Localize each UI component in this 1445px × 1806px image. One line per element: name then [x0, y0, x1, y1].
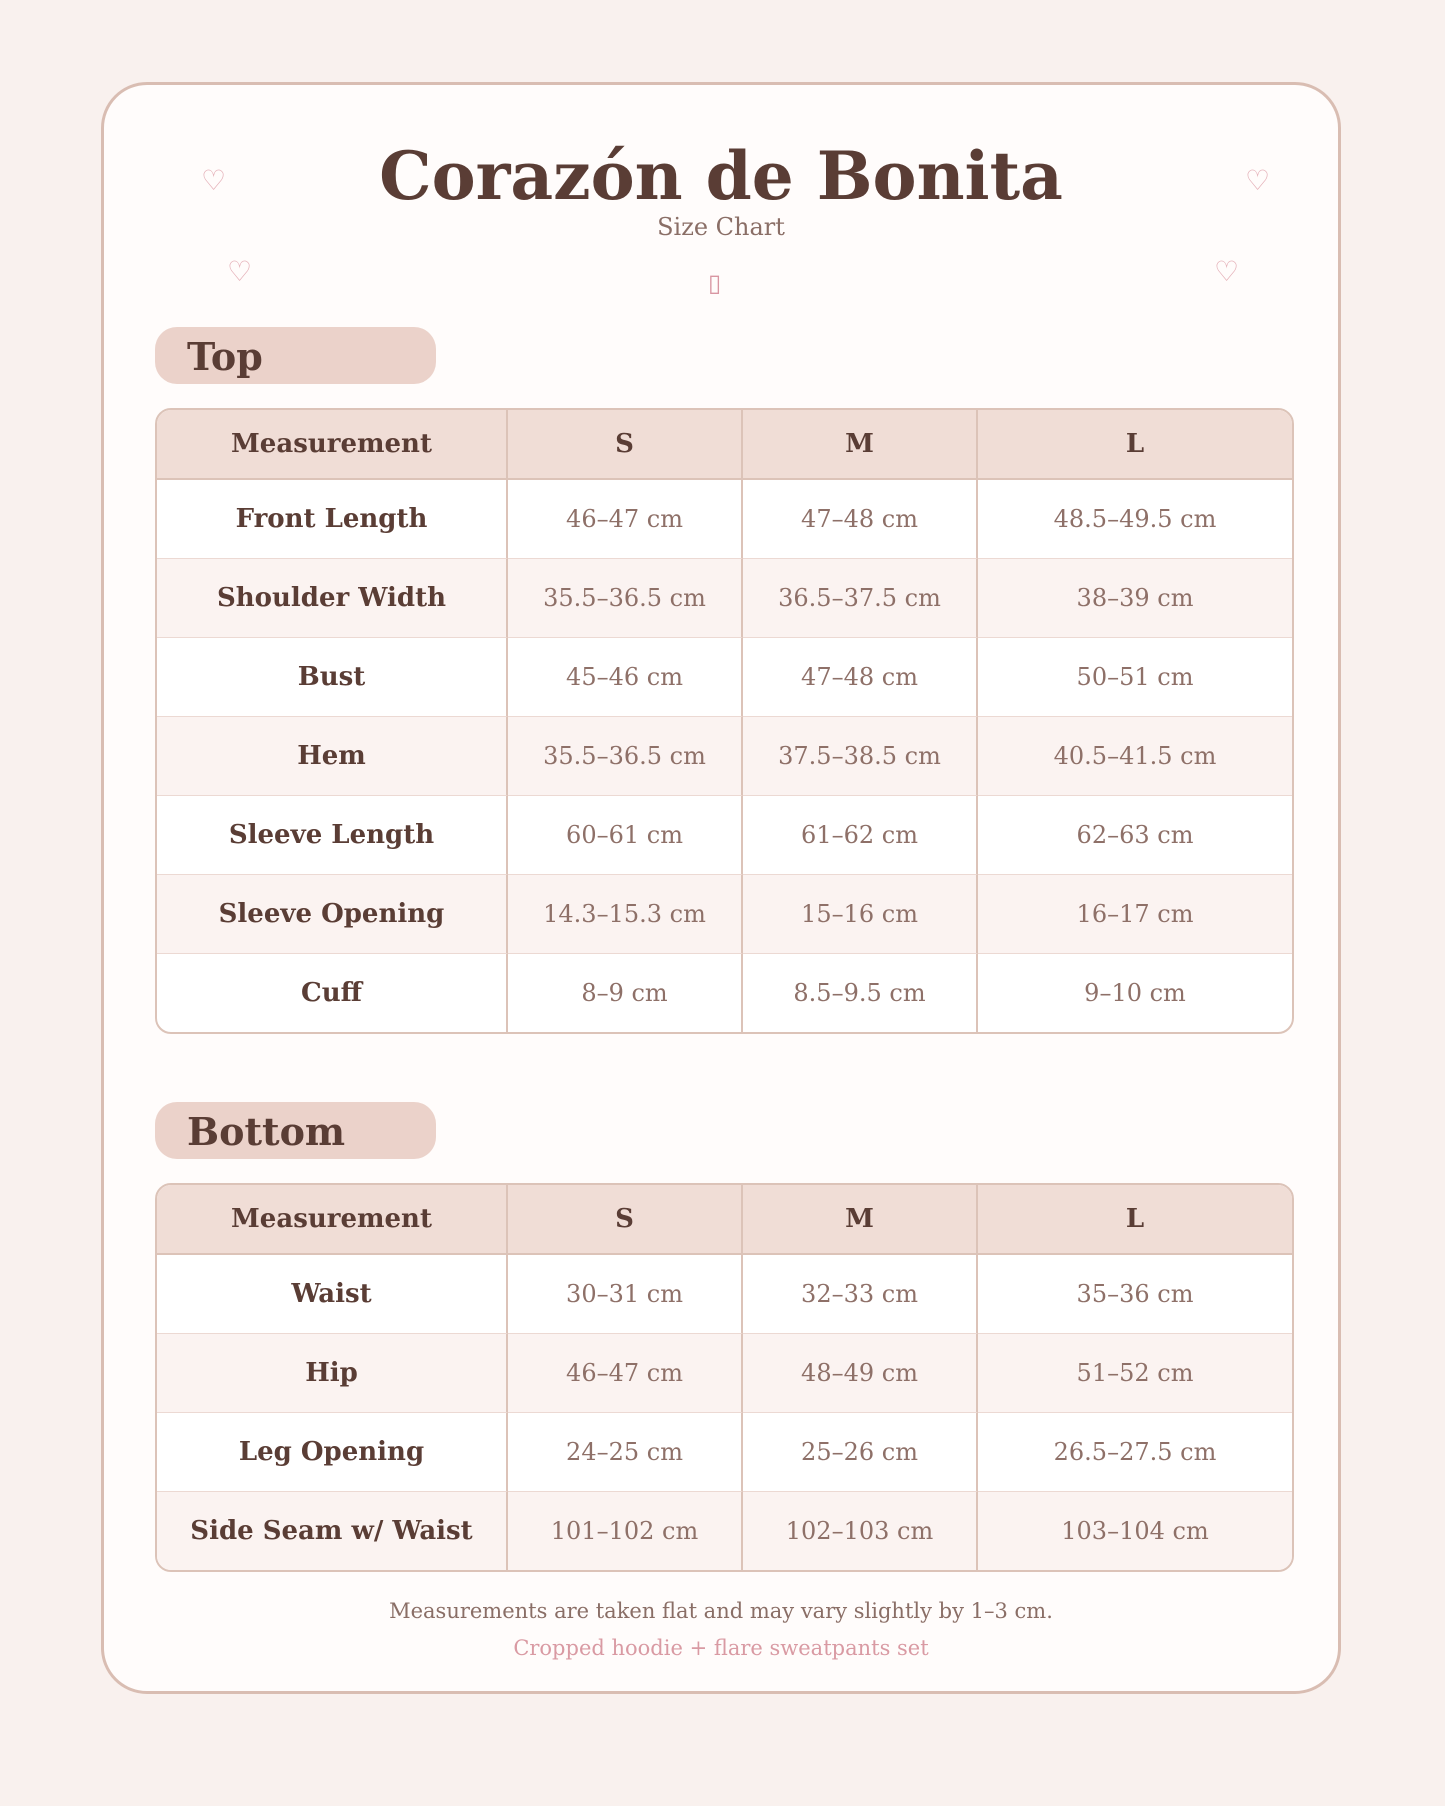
table-row	[157, 1334, 1292, 1413]
measurement-label: Side Seam w/ Waist	[157, 1492, 508, 1570]
size-value: 38–39 cm	[978, 559, 1292, 638]
size-value: 46–47 cm	[508, 1334, 743, 1413]
size-value: 62–63 cm	[978, 796, 1292, 875]
column-header-s: S	[508, 1185, 743, 1255]
placeholder-glyph-icon: ▯	[708, 269, 722, 297]
size-value: 51–52 cm	[978, 1334, 1292, 1413]
heart-icon: ♡	[1245, 164, 1271, 197]
table-row	[157, 954, 1292, 1032]
size-value: 25–26 cm	[743, 1413, 978, 1492]
size-value: 8–9 cm	[508, 954, 743, 1032]
size-value: 32–33 cm	[743, 1255, 978, 1334]
size-value: 35.5–36.5 cm	[508, 559, 743, 638]
measurement-label: Sleeve Length	[157, 796, 508, 875]
column-header-l: L	[978, 1185, 1292, 1255]
size-value: 47–48 cm	[743, 480, 978, 559]
size-value: 30–31 cm	[508, 1255, 743, 1334]
column-header-measurement: Measurement	[157, 1185, 508, 1255]
measurement-label: Waist	[157, 1255, 508, 1334]
brand-title: Corazón de Bonita	[379, 137, 1063, 215]
heart-icon: ♡	[1214, 255, 1240, 288]
column-header-m: M	[743, 1185, 978, 1255]
measurement-note: Measurements are taken flat and may vary slightly by 1–3 cm.	[389, 1599, 1053, 1623]
measurement-label: Shoulder Width	[157, 559, 508, 638]
page-subtitle: Size Chart	[657, 213, 785, 241]
size-value: 26.5–27.5 cm	[978, 1413, 1292, 1492]
table-row	[157, 559, 1292, 638]
size-value: 101–102 cm	[508, 1492, 743, 1570]
table-row	[157, 1492, 1292, 1570]
size-value: 8.5–9.5 cm	[743, 954, 978, 1032]
table-header-row	[157, 1185, 1292, 1255]
table-header-row	[157, 410, 1292, 480]
size-value: 47–48 cm	[743, 638, 978, 717]
size-value: 50–51 cm	[978, 638, 1292, 717]
measurement-label: Bust	[157, 638, 508, 717]
table-row	[157, 796, 1292, 875]
heart-icon: ♡	[227, 255, 253, 288]
size-value: 102–103 cm	[743, 1492, 978, 1570]
measurement-label: Leg Opening	[157, 1413, 508, 1492]
measurement-label: Sleeve Opening	[157, 875, 508, 954]
column-header-measurement: Measurement	[157, 410, 508, 480]
measurement-label: Hem	[157, 717, 508, 796]
size-value: 24–25 cm	[508, 1413, 743, 1492]
size-value: 61–62 cm	[743, 796, 978, 875]
size-value: 48–49 cm	[743, 1334, 978, 1413]
column-header-l: L	[978, 410, 1292, 480]
table-row	[157, 480, 1292, 559]
size-chart-card	[101, 82, 1341, 1694]
table-row	[157, 875, 1292, 954]
measurement-label: Front Length	[157, 480, 508, 559]
top-size-table	[155, 408, 1294, 1034]
table-row	[157, 1255, 1292, 1334]
size-value: 103–104 cm	[978, 1492, 1292, 1570]
size-value: 36.5–37.5 cm	[743, 559, 978, 638]
size-value: 37.5–38.5 cm	[743, 717, 978, 796]
section-title-top: Top	[155, 327, 436, 384]
size-value: 15–16 cm	[743, 875, 978, 954]
size-value: 46–47 cm	[508, 480, 743, 559]
size-value: 35–36 cm	[978, 1255, 1292, 1334]
size-value: 9–10 cm	[1084, 979, 1186, 1007]
size-value: 48.5–49.5 cm	[978, 480, 1292, 559]
table-row	[157, 717, 1292, 796]
heart-icon: ♡	[201, 164, 227, 197]
size-value: 40.5–41.5 cm	[978, 717, 1292, 796]
column-header-m: M	[743, 410, 978, 480]
measurement-label: Hip	[157, 1334, 508, 1413]
section-title-bottom: Bottom	[155, 1102, 436, 1159]
size-value: 16–17 cm	[978, 875, 1292, 954]
table-row	[157, 638, 1292, 717]
size-value: 45–46 cm	[508, 638, 743, 717]
product-set-name: Cropped hoodie + flare sweatpants set	[513, 1636, 929, 1660]
size-value: 60–61 cm	[508, 796, 743, 875]
table-row	[157, 1413, 1292, 1492]
size-value: 14.3–15.3 cm	[508, 875, 743, 954]
column-header-s: S	[508, 410, 743, 480]
bottom-size-table	[155, 1183, 1294, 1572]
size-value: 35.5–36.5 cm	[508, 717, 743, 796]
measurement-label: Cuff	[157, 954, 508, 1032]
